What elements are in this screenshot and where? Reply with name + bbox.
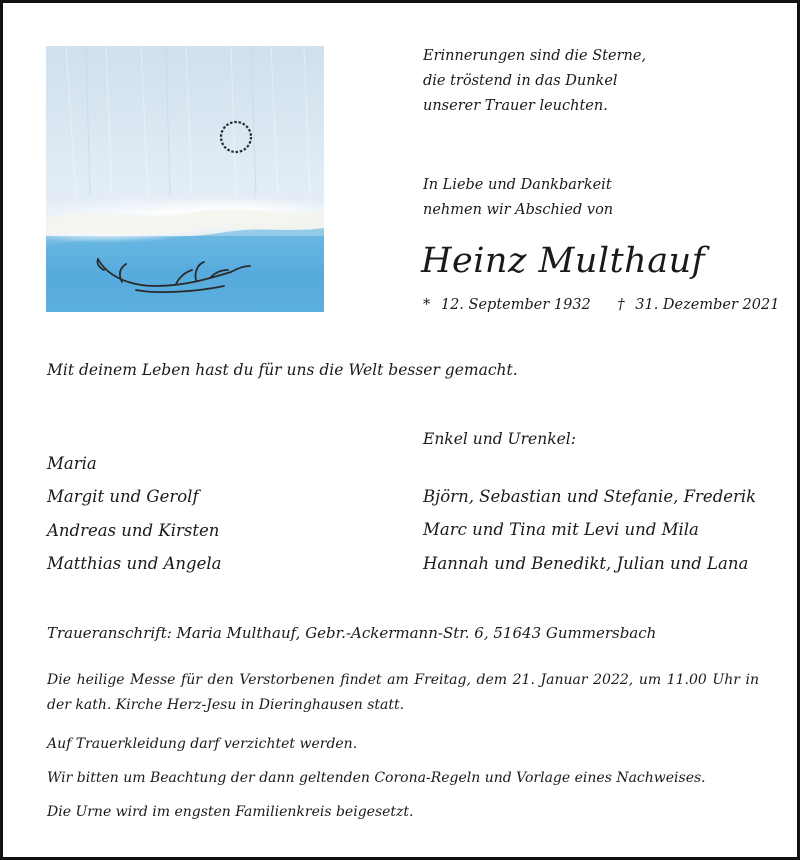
poem-line: die tröstend in das Dunkel — [423, 73, 618, 89]
grandchildren-list — [423, 480, 756, 580]
family-member: Marc und Tina mit Levi und Mila — [423, 520, 699, 540]
dedication-line: In Liebe und Dankbarkeit — [423, 177, 612, 193]
death-symbol: † — [617, 297, 625, 313]
tagline: Mit deinem Leben hast du für uns die Welt besser gemacht. — [47, 361, 518, 379]
children-list — [47, 447, 222, 580]
memorial-artwork-svg — [46, 46, 324, 312]
deceased-name: Heinz Multhauf — [421, 241, 706, 281]
poem — [423, 44, 646, 119]
mass-notice: Die heilige Messe für den Verstorbenen findet am Freitag, dem 21. Januar 2022, um 11.00 Uhr in der kath. Kirche Herz-Jesu in Dieringhausen statt. — [47, 672, 759, 713]
grandchildren-heading: Enkel und Urenkel: — [423, 430, 576, 448]
mourning-address: Traueranschrift: Maria Multhauf, Gebr.-Ackermann-Str. 6, 51643 Gummersbach — [47, 624, 657, 642]
family-member: Matthias und Angela — [47, 553, 222, 573]
family-member: Maria — [47, 454, 97, 473]
birth-symbol: * — [423, 297, 431, 313]
dedication-line: nehmen wir Abschied von — [423, 202, 614, 218]
dedication — [423, 173, 613, 223]
family-member: Margit und Gerolf — [47, 487, 199, 507]
family-member: Björn, Sebastian und Stefanie, Frederik — [423, 487, 757, 506]
death-date: 31. Dezember 2021 — [635, 297, 780, 313]
urn-notice: Die Urne wird im engsten Familienkreis beigesetzt. — [47, 804, 414, 820]
family-member: Andreas und Kirsten — [47, 520, 220, 540]
birth-date: 12. September 1932 — [440, 297, 591, 313]
clothing-notice: Auf Trauerkleidung darf verzichtet werden. — [47, 736, 358, 752]
poem-line: unserer Trauer leuchten. — [423, 98, 608, 114]
family-member: Hannah und Benedikt, Julian und Lana — [423, 553, 749, 573]
corona-notice: Wir bitten um Beachtung der dann geltenden Corona-Regeln und Vorlage eines Nachweises. — [47, 770, 706, 786]
memorial-artwork — [46, 46, 324, 312]
poem-line: Erinnerungen sind die Sterne, — [423, 48, 647, 64]
life-dates — [423, 297, 785, 313]
